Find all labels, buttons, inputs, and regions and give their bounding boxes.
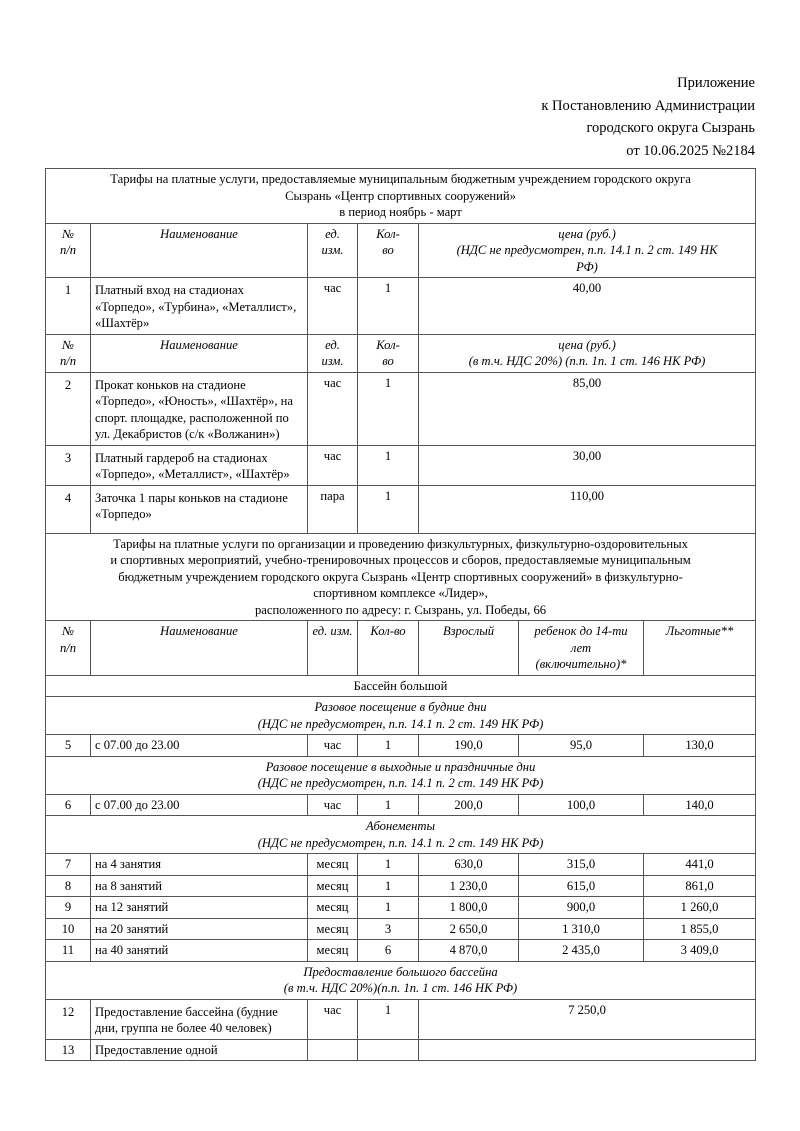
row-unit: пара xyxy=(308,485,358,533)
row-adult: 1 800,0 xyxy=(419,897,519,919)
row-no: 5 xyxy=(46,735,91,757)
col-header-privileged: Льготные** xyxy=(644,621,756,676)
row-name: Предоставление бассейна (будние дни, группа не более 40 человек) xyxy=(91,999,308,1039)
row-unit: час xyxy=(308,372,358,445)
header-line-2: к Постановлению Администрации xyxy=(541,97,755,114)
col-header-price xyxy=(419,223,756,278)
section2-title-line-3: бюджетным учреждением городского округа Сызрань «Центр спортивных сооружений» в физкультурно- xyxy=(118,569,683,584)
row-unit: месяц xyxy=(308,897,358,919)
row-no: 10 xyxy=(46,918,91,940)
table-row xyxy=(46,794,756,816)
col-header-name: Наименование xyxy=(91,223,308,278)
header-line-4: от 10.06.2025 №2184 xyxy=(626,142,755,159)
subsection-title xyxy=(46,697,756,735)
section1-header-row-b xyxy=(46,334,756,372)
subsection-title xyxy=(46,756,756,794)
col-header-qty xyxy=(358,334,419,372)
row-no: 12 xyxy=(46,999,91,1039)
subsection-title-row xyxy=(46,756,756,794)
provision-title xyxy=(46,961,756,999)
col-header-no-line2: п/п xyxy=(59,354,77,368)
provision-title-line1: Предоставление большого бассейна xyxy=(303,964,498,979)
subsection-title xyxy=(46,816,756,854)
row-unit: месяц xyxy=(308,854,358,876)
col-header-qty: Кол-во xyxy=(358,621,419,676)
col-header-price xyxy=(419,334,756,372)
row-price: 30,00 xyxy=(419,445,756,485)
col-header-no-line1: № xyxy=(62,337,74,352)
row-child: 615,0 xyxy=(519,875,644,897)
col-header-no-line2: п/п xyxy=(59,640,77,655)
col-header-child-line2: лет xyxy=(570,640,592,655)
row-qty: 1 xyxy=(358,485,419,533)
col-header-no-line2: п/п xyxy=(59,243,77,257)
row-no: 7 xyxy=(46,854,91,876)
row-qty: 1 xyxy=(358,875,419,897)
row-no: 1 xyxy=(46,278,91,335)
row-no: 4 xyxy=(46,485,91,533)
col-header-unit-line2: изм. xyxy=(321,354,344,368)
header-line-1: Приложение xyxy=(677,75,755,91)
col-header-no-line1: № xyxy=(62,624,74,638)
row-adult: 630,0 xyxy=(419,854,519,876)
table-row xyxy=(46,918,756,940)
table-row xyxy=(46,735,756,757)
row-privileged: 1 260,0 xyxy=(644,897,756,919)
subsection-title-line2: (НДС не предусмотрен, п.п. 14.1 п. 2 ст. 149 НК РФ) xyxy=(257,776,544,790)
section1-title xyxy=(46,169,756,224)
subsection-title-row xyxy=(46,961,756,999)
col-header-no xyxy=(46,223,91,278)
row-unit: час xyxy=(308,278,358,335)
section2-title-line-2: и спортивных мероприятий, учебно-тренировочных процессов и сборов, предоставляемые муниципальным xyxy=(110,553,691,567)
table-row xyxy=(46,278,756,335)
row-adult: 2 650,0 xyxy=(419,918,519,940)
row-child: 95,0 xyxy=(519,735,644,757)
group-title-pool: Бассейн большой xyxy=(46,675,756,697)
table-row xyxy=(46,999,756,1039)
section1-title-line-2: Сызрань «Центр спортивных сооружений» xyxy=(285,188,516,203)
col-header-no-line1: № xyxy=(62,226,74,241)
table-row xyxy=(46,1039,756,1061)
row-unit: час xyxy=(308,445,358,485)
table-row xyxy=(46,445,756,485)
section2-header-row xyxy=(46,621,756,676)
row-child: 100,0 xyxy=(519,794,644,816)
col-header-no xyxy=(46,334,91,372)
col-header-child-line3: (включительно)* xyxy=(535,657,627,671)
subsection-title-line1: Абонементы xyxy=(366,819,436,833)
subsection-title-line1: Разовое посещение в будние дни xyxy=(314,700,487,714)
row-qty: 3 xyxy=(358,918,419,940)
row-unit: месяц xyxy=(308,918,358,940)
row-no: 13 xyxy=(46,1039,91,1061)
document-header xyxy=(0,72,755,162)
col-header-price-line1: цена (руб.) xyxy=(558,226,616,241)
row-no: 3 xyxy=(46,445,91,485)
row-no: 2 xyxy=(46,372,91,445)
row-unit: час xyxy=(308,794,358,816)
row-name: на 20 занятий xyxy=(91,918,308,940)
row-privileged: 130,0 xyxy=(644,735,756,757)
table-row xyxy=(46,875,756,897)
col-header-unit-line2: изм. xyxy=(321,243,344,257)
row-qty: 1 xyxy=(358,735,419,757)
row-name: с 07.00 до 23.00 xyxy=(91,735,308,757)
header-line-3: городского округа Сызрань xyxy=(586,120,755,136)
col-header-qty-line1: Кол- xyxy=(376,337,400,352)
col-header-name: Наименование xyxy=(91,621,308,676)
subsection-title-line2: (НДС не предусмотрен, п.п. 14.1 п. 2 ст. 149 НК РФ) xyxy=(257,835,544,850)
row-qty: 6 xyxy=(358,940,419,962)
col-header-unit xyxy=(308,334,358,372)
col-header-child xyxy=(519,621,644,676)
row-privileged: 861,0 xyxy=(644,875,756,897)
row-adult: 1 230,0 xyxy=(419,875,519,897)
section2-title-line-1: Тарифы на платные услуги по организации и проведению физкультурных, физкультурно-оздоровительных xyxy=(113,536,688,551)
row-adult: 200,0 xyxy=(419,794,519,816)
subsection-title-line2: (НДС не предусмотрен, п.п. 14.1 п. 2 ст. 149 НК РФ) xyxy=(257,716,544,731)
row-qty: 1 xyxy=(358,897,419,919)
row-privileged: 441,0 xyxy=(644,854,756,876)
row-no: 8 xyxy=(46,875,91,897)
table-row xyxy=(46,897,756,919)
section2-title-row xyxy=(46,533,756,621)
col-header-qty-line1: Кол- xyxy=(376,226,400,241)
subsection-title-row xyxy=(46,697,756,735)
section1-title-line-3: в период ноябрь - март xyxy=(339,205,462,219)
row-child: 900,0 xyxy=(519,897,644,919)
subsection-title-row xyxy=(46,816,756,854)
col-header-qty xyxy=(358,223,419,278)
row-no: 11 xyxy=(46,940,91,962)
col-header-name: Наименование xyxy=(91,334,308,372)
row-qty: 1 xyxy=(358,372,419,445)
section1-title-row xyxy=(46,169,756,224)
section2-title xyxy=(46,533,756,621)
row-name: на 12 занятий xyxy=(91,897,308,919)
provision-title-line2: (в т.ч. НДС 20%)(п.п. 1п. 1 ст. 146 НК РФ) xyxy=(283,981,518,995)
col-header-unit-line1: ед. xyxy=(325,226,340,241)
section1-header-row-a xyxy=(46,223,756,278)
row-name: Платный гардероб на стадионах «Торпедо», «Металлист», «Шахтёр» xyxy=(91,445,308,485)
col-header-unit: ед. изм. xyxy=(308,621,358,676)
col-header-qty-line2: во xyxy=(382,243,394,257)
col-header-price-line2: (в т.ч. НДС 20%) (п.п. 1п. 1 ст. 146 НК РФ) xyxy=(468,354,706,368)
row-privileged: 3 409,0 xyxy=(644,940,756,962)
row-no: 6 xyxy=(46,794,91,816)
section2-title-line-4: спортивном комплексе «Лидер», xyxy=(313,586,488,600)
row-price: 40,00 xyxy=(419,278,756,335)
tariff-table xyxy=(45,168,756,1061)
table-row xyxy=(46,854,756,876)
col-header-child-line1: ребенок до 14-ти xyxy=(534,624,628,638)
row-privileged: 140,0 xyxy=(644,794,756,816)
col-header-unit-line1: ед. xyxy=(325,337,340,352)
row-no: 9 xyxy=(46,897,91,919)
row-adult: 190,0 xyxy=(419,735,519,757)
row-name: Платный вход на стадионах «Торпедо», «Турбина», «Металлист», «Шахтёр» xyxy=(91,278,308,335)
row-qty: 1 xyxy=(358,445,419,485)
col-header-price-line1: цена (руб.) xyxy=(558,337,616,352)
group-title-row xyxy=(46,675,756,697)
row-price: 7 250,0 xyxy=(419,999,756,1039)
row-child: 1 310,0 xyxy=(519,918,644,940)
row-name: с 07.00 до 23.00 xyxy=(91,794,308,816)
row-unit: час xyxy=(308,735,358,757)
row-price xyxy=(419,1039,756,1061)
row-adult: 4 870,0 xyxy=(419,940,519,962)
row-name: на 40 занятий xyxy=(91,940,308,962)
col-header-unit xyxy=(308,223,358,278)
row-qty: 1 xyxy=(358,278,419,335)
row-price: 110,00 xyxy=(419,485,756,533)
row-privileged: 1 855,0 xyxy=(644,918,756,940)
row-name: Прокат коньков на стадионе «Торпедо», «Юность», «Шахтёр», на спорт. площадке, расположенной по ул. Декабристов (с/к «Волжанин») xyxy=(91,372,308,445)
row-unit xyxy=(308,1039,358,1061)
row-child: 2 435,0 xyxy=(519,940,644,962)
row-qty: 1 xyxy=(358,999,419,1039)
row-child: 315,0 xyxy=(519,854,644,876)
subsection-title-line1: Разовое посещение в выходные и праздничные дни xyxy=(265,759,536,774)
section1-title-line-1: Тарифы на платные услуги, предоставляемые муниципальным бюджетным учреждением городского округа xyxy=(110,172,691,186)
table-row xyxy=(46,485,756,533)
col-header-adult: Взрослый xyxy=(419,621,519,676)
section2-title-line-5: расположенного по адресу: г. Сызрань, ул. Победы, 66 xyxy=(254,602,547,617)
row-unit: час xyxy=(308,999,358,1039)
row-name: на 4 занятия xyxy=(91,854,308,876)
row-price: 85,00 xyxy=(419,372,756,445)
row-qty xyxy=(358,1039,419,1061)
row-name: на 8 занятий xyxy=(91,875,308,897)
row-name: Заточка 1 пары коньков на стадионе «Торпедо» xyxy=(91,485,308,533)
col-header-price-line2: (НДС не предусмотрен, п.п. 14.1 п. 2 ст. 149 НК xyxy=(456,243,718,257)
table-row xyxy=(46,940,756,962)
col-header-no xyxy=(46,621,91,676)
col-header-qty-line2: во xyxy=(382,354,394,368)
row-qty: 1 xyxy=(358,854,419,876)
col-header-price-line3: РФ) xyxy=(576,259,598,274)
row-unit: месяц xyxy=(308,875,358,897)
row-unit: месяц xyxy=(308,940,358,962)
row-name: Предоставление одной xyxy=(91,1039,308,1061)
table-row xyxy=(46,372,756,445)
row-qty: 1 xyxy=(358,794,419,816)
